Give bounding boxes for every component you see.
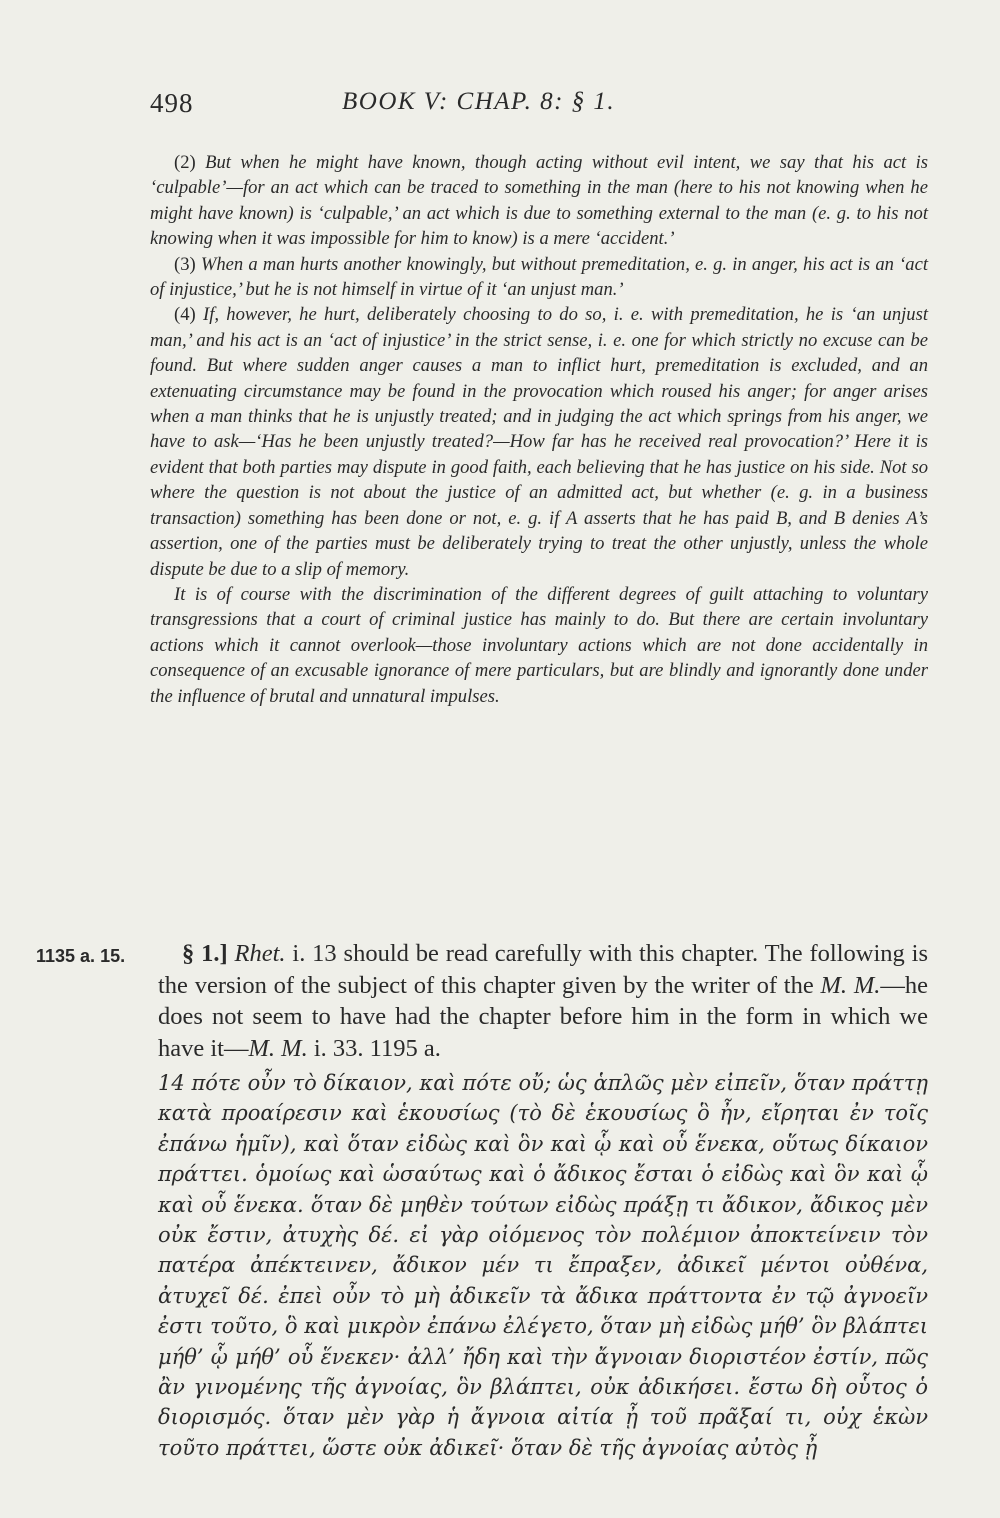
marginal-reference: 1135 a. 15. bbox=[36, 946, 126, 966]
running-head: BOOK V: CHAP. 8: § 1. bbox=[342, 88, 616, 115]
page-number: 498 bbox=[150, 88, 194, 118]
paragraph-number: (2) bbox=[174, 152, 196, 173]
greek-text: 14 πότε οὖν τὸ δίκαιον, καὶ πότε οὔ; ὡς ἁπλῶς μὲν εἰπεῖν, ὅταν πράττῃ κατὰ προαίρεσιν καὶ ἑκουσίως (τὸ δὲ ἑκουσίως ὃ ἦν, εἴρηται ἐν τοῖς ἐπάνω ἡμῖν), καὶ ὅταν εἰδὼς καὶ ὃν καὶ ᾧ καὶ οὗ ἕνεκα, οὕτως δίκαιον πράττει. ὁμοίως καὶ ὡσαύτως καὶ ὁ ἄδικος ἔσται ὁ εἰδὼς καὶ ὃν καὶ ᾧ καὶ οὗ ἕνεκα. ὅταν δὲ μηθὲν τούτων εἰδὼς πράξῃ τι ἄδικον, ἄδικος μὲν οὐκ ἔστιν, ἀτυχὴς δέ. εἰ γὰρ οἰόμενος τὸν πολέμιον ἀποκτείνειν τὸν πατέρα ἀπέκτεινεν, ἄδικον μέν τι ἔπραξεν, ἀδικεῖ μέντοι οὐθένα, ἀτυχεῖ δέ. ἐπεὶ οὖν τὸ μὴ ἀδικεῖν τὰ ἄδικα πράττοντα ἐν τῷ ἀγνοεῖν ἐστι τοῦτο, ὃ καὶ μικρὸν ἐπάνω ἐλέγετο, ὅταν μὴ εἰδὼς μήθ’ ὃν βλάπτει μήθ’ ᾧ μήθ’ οὗ ἕνεκεν· ἀλλ’ ἤδη καὶ τὴν ἄγνοιαν διοριστέον ἐστίν, πῶς ἂν γινομένης τῆς ἀγνοίας, ὃν βλάπτει, οὐκ ἀδικήσει. ἔστω δὴ οὗτος ὁ διορισμός. ὅταν μὲν γὰρ ἡ ἄγνοια αἰτία ᾖ τοῦ πρᾶξαί τι, οὐχ ἑκὼν τοῦτο πράττει, ὥστε οὐκ ἀδικεῖ· ὅταν δὲ τῆς ἀγνοίας αὐτὸς ᾖ bbox=[158, 1071, 928, 1460]
summary-paragraph-5 bbox=[150, 582, 928, 709]
paragraph-number: (3) bbox=[174, 253, 196, 275]
mm-reference: M. M. bbox=[248, 1034, 308, 1062]
section-marker: § 1.] bbox=[182, 940, 228, 967]
note-paragraph bbox=[158, 938, 928, 1064]
summary-paragraph-4 bbox=[150, 302, 928, 581]
paragraph-text: If, however, he hurt, deliberately choosing to do so, i. e. with premeditation, he is ‘an unjust man,’ and his act is an ‘act of injustice’ in the strict sense, i. e. one for which strictly no excuse can be found. But where sudden anger causes a man to inflict hurt, premeditation is excluded, and an extenuating circumstance may be found in the provocation which roused his anger; for anger arises when a man thinks that he is unjustly treated; and in judging the act which springs from his anger, we have to ask—‘Has he been unjustly treated?—How far has he received real provocation?’ Here it is evident that both parties may dispute in good faith, each believing that he has justice on his side. Not so where the question is not about the justice of an admitted act, but whether (e. g. in a business transaction) something has been done or not, e. g. if A asserts that he has paid B, and B denies A’s assertion, one of the parties must be deliberately trying to treat the other unjustly, unless the whole dispute be due to a slip of memory. bbox=[150, 304, 928, 580]
summary-paragraph-2 bbox=[150, 150, 928, 252]
page-header bbox=[150, 88, 940, 128]
summary-paragraph-3 bbox=[150, 252, 928, 303]
greek-quotation bbox=[158, 1068, 928, 1463]
paragraph-text: But when he might have known, though acting without evil intent, we say that his act is ‘culpable’—for an act which can be traced to something in the man (here to his not knowing when he might have known) is ‘culpable,’ an act which is due to something external to the man (e. g. to his not knowing when it was impossible for him to know) is a mere ‘accident.’ bbox=[150, 152, 928, 250]
note-text: i. 33. 1195 a. bbox=[307, 1034, 441, 1062]
paragraph-text: It is of course with the discrimination of the different degrees of guilt attaching to voluntary transgressions that a court of criminal justice has mainly to do. But there are certain involuntary actions which it cannot overlook—those involuntary actions which are not done accidentally in consequence of an excusable ignorance of mere particulars, but are blindly and ignorantly done under the influence of brutal and unnatural impulses. bbox=[150, 583, 928, 707]
rhet-reference: Rhet. bbox=[234, 940, 286, 967]
commentary-note bbox=[158, 938, 928, 1064]
mm-reference: M. M. bbox=[820, 971, 881, 999]
paragraph-number: (4) bbox=[174, 304, 196, 326]
chapter-summary bbox=[150, 150, 928, 709]
note-text: —he does not seem to have had the chapter before him in the form in which we have it— bbox=[158, 971, 929, 1062]
note-text: i. 13 should be read carefully with this chapter. The following is the version of the subject of this chapter given by the writer of the bbox=[158, 940, 928, 999]
paragraph-text: When a man hurts another knowingly, but without premeditation, e. g. in anger, his act is an ‘act of injustice,’ but he is not himself in virtue of it ‘an unjust man.’ bbox=[150, 253, 929, 301]
